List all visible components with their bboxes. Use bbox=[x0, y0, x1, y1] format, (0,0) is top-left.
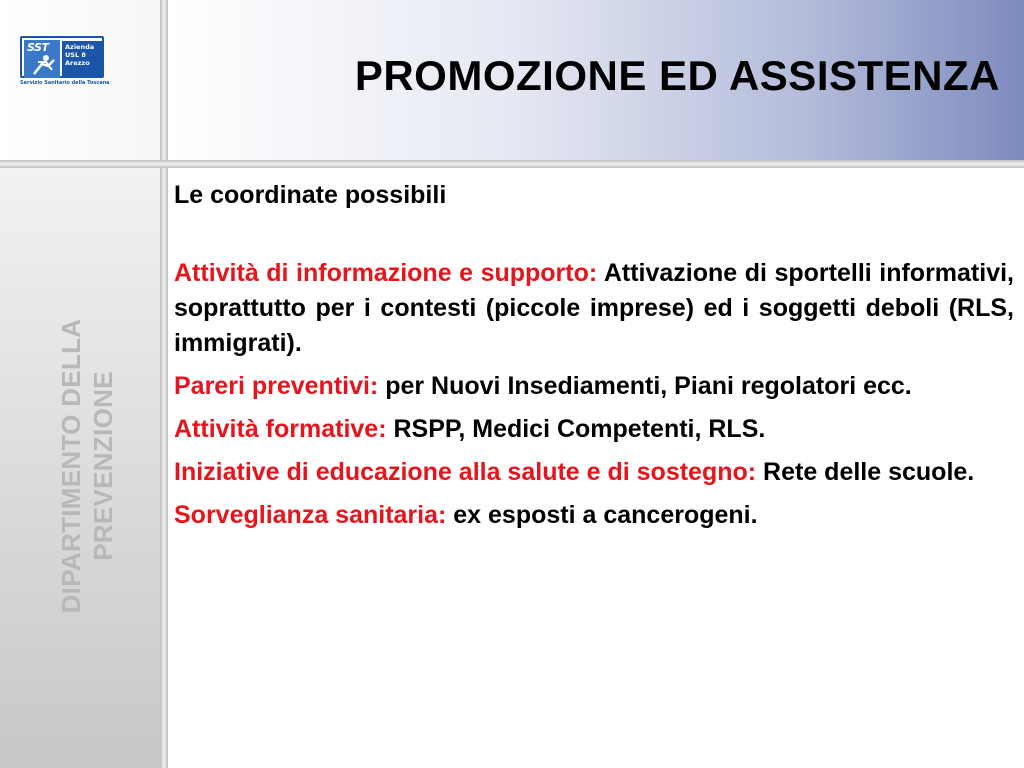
item-label: Pareri preventivi: bbox=[174, 372, 379, 400]
item-label: Sorveglianza sanitaria: bbox=[174, 501, 447, 529]
logo-panel bbox=[0, 0, 160, 160]
logo-text-block bbox=[62, 41, 104, 77]
horizontal-divider bbox=[0, 160, 1024, 168]
item-label: Iniziative di educazione alla salute e di sostegno: bbox=[174, 458, 757, 486]
item-text: per Nuovi Insediamenti, Piani regolatori ecc. bbox=[378, 372, 912, 400]
content-subtitle: Le coordinate possibili bbox=[174, 181, 447, 209]
page-title: PROMOZIONE ED ASSISTENZA bbox=[354, 52, 1000, 99]
content-item bbox=[174, 256, 1014, 361]
sidebar bbox=[0, 168, 160, 768]
item-text: RSPP, Medici Competenti, RLS. bbox=[386, 415, 766, 443]
item-text: Rete delle scuole. bbox=[756, 458, 975, 486]
logo-frame bbox=[20, 36, 104, 78]
item-text: Attivazione di sportelli informativi, soprattutto per i contesti (piccole imprese) ed i soggetti deboli (RLS, immigrati). bbox=[174, 259, 1014, 357]
item-label: Attività formative: bbox=[174, 415, 387, 443]
sidebar-department-label bbox=[55, 256, 119, 676]
logo-caption: Servizio Sanitario della Toscana bbox=[20, 80, 110, 86]
slide-content bbox=[174, 178, 1014, 541]
header-band bbox=[168, 0, 1024, 160]
item-label: Attività di informazione e supporto: bbox=[174, 259, 598, 287]
logo-line: USL 8 bbox=[65, 51, 86, 59]
content-item bbox=[174, 498, 1014, 533]
content-item bbox=[174, 455, 1014, 490]
sst-logo bbox=[20, 36, 110, 86]
item-text: ex esposti a cancerogeni. bbox=[446, 501, 758, 529]
logo-line: Azienda bbox=[65, 43, 95, 51]
vertical-divider bbox=[160, 0, 168, 768]
logo-mark-text: SST bbox=[27, 41, 49, 54]
sidebar-line: DIPARTIMENTO DELLA bbox=[56, 318, 86, 614]
content-item bbox=[174, 412, 1014, 447]
content-item bbox=[174, 369, 1014, 404]
logo-mark-icon bbox=[24, 40, 60, 78]
runner-figure-icon bbox=[24, 40, 60, 78]
sidebar-line: PREVENZIONE bbox=[88, 371, 118, 561]
logo-line: Arezzo bbox=[65, 59, 90, 67]
